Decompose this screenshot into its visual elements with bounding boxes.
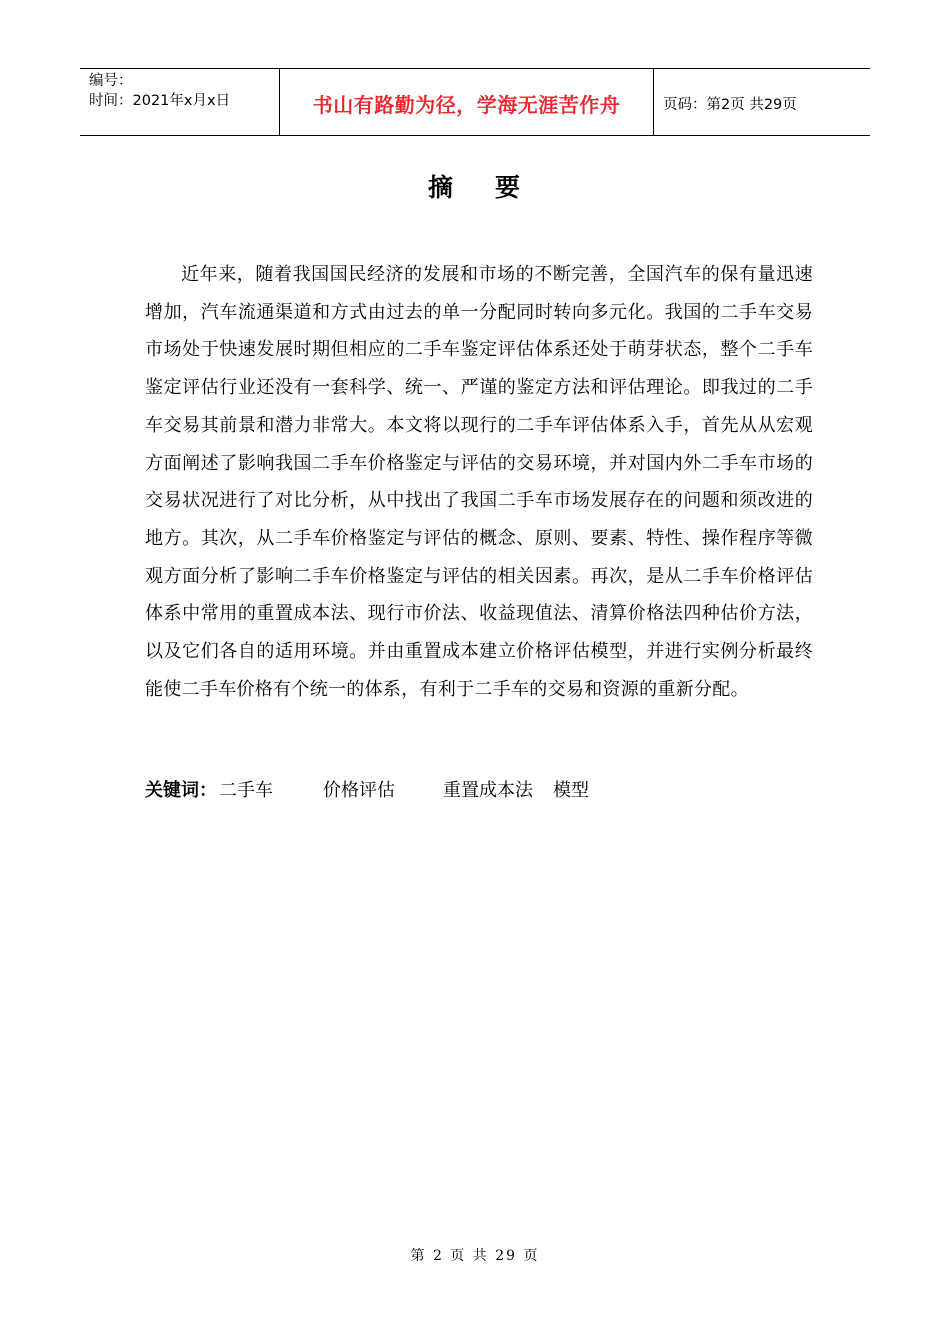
document-number-label: 编号： (89, 73, 133, 89)
page-title (0, 168, 950, 204)
page-footer: 第 2 页 共 29 页 (410, 1248, 540, 1264)
header-page-code: 页码：第2页 共29页 (663, 96, 797, 113)
keyword-item: 重置成本法 (443, 780, 533, 801)
header-meta-cell (80, 69, 280, 135)
document-time-label: 时间：2021年x月x日 (89, 93, 231, 109)
title-char-1: 摘 (427, 173, 455, 202)
keywords-label: 关键词： (145, 780, 217, 801)
header-motto: 书山有路勤为径，学海无涯苦作舟 (280, 69, 654, 135)
keyword-item: 二手车 (219, 780, 273, 801)
title-char-2: 要 (495, 173, 523, 202)
keyword-item: 价格评估 (323, 780, 395, 801)
keyword-item: 模型 (553, 780, 589, 801)
page-header (80, 68, 870, 136)
abstract-paragraph: 近年来，随着我国国民经济的发展和市场的不断完善，全国汽车的保有量迅速增加，汽车流通渠道和方式由过去的单一分配同时转向多元化。我国的二手车交易市场处于快速发展时期但相应的二手车鉴定评估体系还处于萌芽状态，整个二手车鉴定评估行业还没有一套科学、统一、严谨的鉴定方法和评估理论。即我过的二手车交易其前景和潜力非常大。本文将以现行的二手车评估体系入手，首先从从宏观方面阐述了影响我国二手车价格鉴定与评估的交易环境，并对国内外二手车市场的交易状况进行了对比分析，从中找出了我国二手车市场发展存在的问题和须改进的地方。其次，从二手车价格鉴定与评估的概念、原则、要素、特性、操作程序等微观方面分析了影响二手车价格鉴定与评估的相关因素。再次，是从二手车价格评估体系中常用的重置成本法、现行市价法、收益现值法、清算价格法四种估价方法，以及它们各自的适用环境。并由重置成本建立价格评估模型，并进行实例分析最终能使二手车价格有个统一的体系，有利于二手车的交易和资源的重新分配。 (145, 264, 813, 700)
keywords-line (145, 777, 589, 805)
